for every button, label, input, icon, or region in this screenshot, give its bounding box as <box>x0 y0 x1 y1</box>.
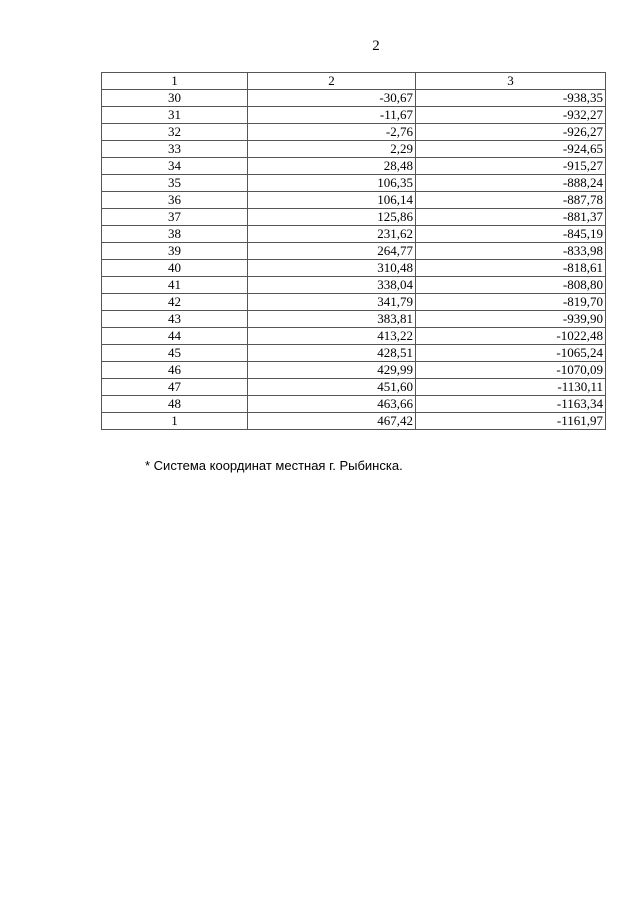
table-body <box>102 90 606 430</box>
point-number-cell: 45 <box>102 345 248 362</box>
table-row <box>102 158 606 175</box>
y-coordinate-cell: -915,27 <box>416 158 606 175</box>
y-coordinate-cell: -938,35 <box>416 90 606 107</box>
y-coordinate-cell: -845,19 <box>416 226 606 243</box>
y-coordinate-cell: -888,24 <box>416 175 606 192</box>
table-row <box>102 277 606 294</box>
y-coordinate-cell: -808,80 <box>416 277 606 294</box>
point-number-cell: 40 <box>102 260 248 277</box>
table-row <box>102 260 606 277</box>
column-header-y: 3 <box>416 73 606 90</box>
x-coordinate-cell: 106,14 <box>248 192 416 209</box>
x-coordinate-cell: 341,79 <box>248 294 416 311</box>
y-coordinate-cell: -833,98 <box>416 243 606 260</box>
x-coordinate-cell: -2,76 <box>248 124 416 141</box>
x-coordinate-cell: 231,62 <box>248 226 416 243</box>
point-number-cell: 36 <box>102 192 248 209</box>
table-row <box>102 243 606 260</box>
table-row <box>102 362 606 379</box>
point-number-cell: 44 <box>102 328 248 345</box>
table-row <box>102 175 606 192</box>
point-number-cell: 43 <box>102 311 248 328</box>
x-coordinate-cell: 429,99 <box>248 362 416 379</box>
x-coordinate-cell: 106,35 <box>248 175 416 192</box>
table-row <box>102 379 606 396</box>
y-coordinate-cell: -924,65 <box>416 141 606 158</box>
x-coordinate-cell: 28,48 <box>248 158 416 175</box>
table-header-row <box>102 73 606 90</box>
y-coordinate-cell: -881,37 <box>416 209 606 226</box>
page-number: 2 <box>372 38 380 54</box>
point-number-cell: 38 <box>102 226 248 243</box>
point-number-cell: 32 <box>102 124 248 141</box>
point-number-cell: 42 <box>102 294 248 311</box>
x-coordinate-cell: 467,42 <box>248 413 416 430</box>
y-coordinate-cell: -887,78 <box>416 192 606 209</box>
y-coordinate-cell: -932,27 <box>416 107 606 124</box>
point-number-cell: 1 <box>102 413 248 430</box>
x-coordinate-cell: -11,67 <box>248 107 416 124</box>
point-number-cell: 37 <box>102 209 248 226</box>
y-coordinate-cell: -819,70 <box>416 294 606 311</box>
y-coordinate-cell: -1070,09 <box>416 362 606 379</box>
x-coordinate-cell: 383,81 <box>248 311 416 328</box>
table-row <box>102 396 606 413</box>
x-coordinate-cell: 125,86 <box>248 209 416 226</box>
y-coordinate-cell: -1065,24 <box>416 345 606 362</box>
x-coordinate-cell: 338,04 <box>248 277 416 294</box>
footnote: * Система координат местная г. Рыбинска. <box>145 458 403 473</box>
table-row <box>102 226 606 243</box>
x-coordinate-cell: 463,66 <box>248 396 416 413</box>
point-number-cell: 30 <box>102 90 248 107</box>
point-number-cell: 33 <box>102 141 248 158</box>
table-row <box>102 413 606 430</box>
x-coordinate-cell: 413,22 <box>248 328 416 345</box>
y-coordinate-cell: -926,27 <box>416 124 606 141</box>
coordinates-table <box>101 72 606 430</box>
point-number-cell: 35 <box>102 175 248 192</box>
table-row <box>102 345 606 362</box>
table-row <box>102 141 606 158</box>
table-row <box>102 107 606 124</box>
x-coordinate-cell: 310,48 <box>248 260 416 277</box>
column-header-x: 2 <box>248 73 416 90</box>
y-coordinate-cell: -1163,34 <box>416 396 606 413</box>
y-coordinate-cell: -818,61 <box>416 260 606 277</box>
point-number-cell: 46 <box>102 362 248 379</box>
column-header-point: 1 <box>102 73 248 90</box>
x-coordinate-cell: 428,51 <box>248 345 416 362</box>
y-coordinate-cell: -1022,48 <box>416 328 606 345</box>
x-coordinate-cell: -30,67 <box>248 90 416 107</box>
point-number-cell: 31 <box>102 107 248 124</box>
table-row <box>102 209 606 226</box>
x-coordinate-cell: 264,77 <box>248 243 416 260</box>
table-row <box>102 192 606 209</box>
y-coordinate-cell: -1130,11 <box>416 379 606 396</box>
point-number-cell: 39 <box>102 243 248 260</box>
table-row <box>102 311 606 328</box>
point-number-cell: 41 <box>102 277 248 294</box>
point-number-cell: 48 <box>102 396 248 413</box>
table-row <box>102 90 606 107</box>
point-number-cell: 34 <box>102 158 248 175</box>
y-coordinate-cell: -1161,97 <box>416 413 606 430</box>
table-row <box>102 124 606 141</box>
y-coordinate-cell: -939,90 <box>416 311 606 328</box>
x-coordinate-cell: 451,60 <box>248 379 416 396</box>
table-row <box>102 294 606 311</box>
point-number-cell: 47 <box>102 379 248 396</box>
x-coordinate-cell: 2,29 <box>248 141 416 158</box>
table-row <box>102 328 606 345</box>
